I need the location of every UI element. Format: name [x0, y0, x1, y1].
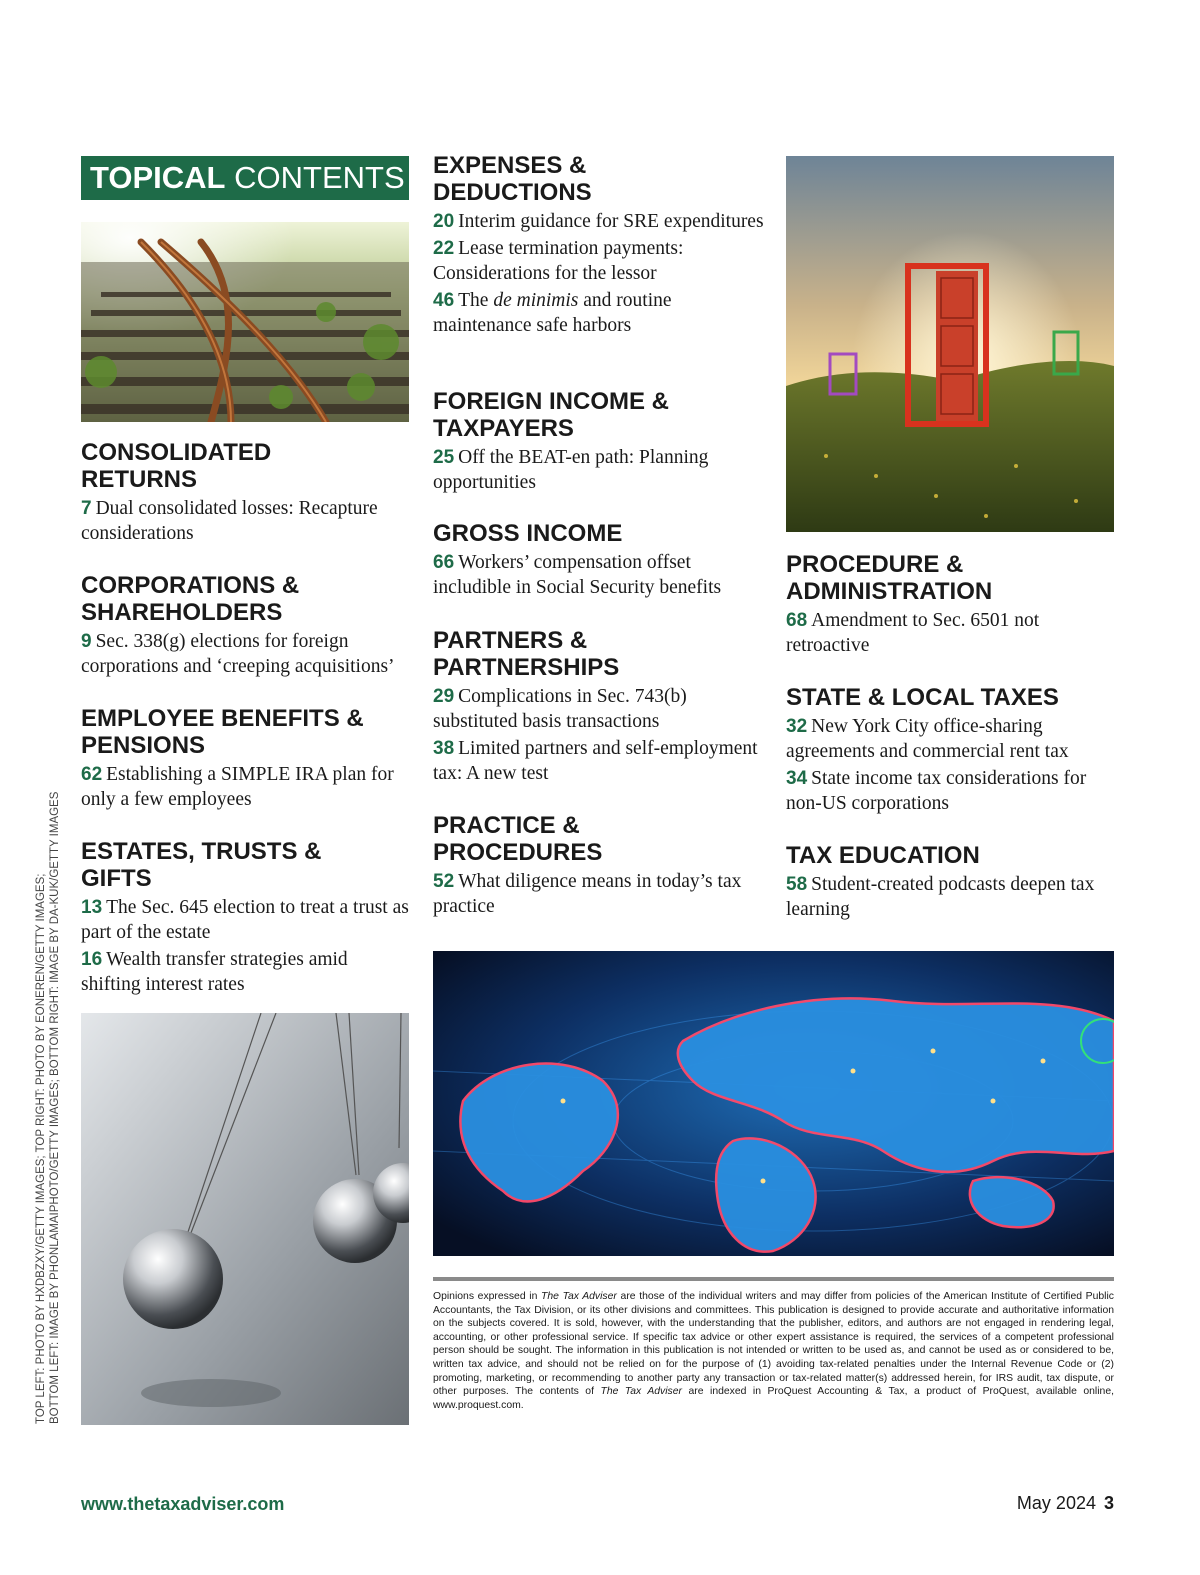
- section-title: CORPORATIONS & SHAREHOLDERS: [81, 572, 300, 626]
- entry-title: Amendment to Sec. 6501 not retroactive: [786, 610, 1040, 656]
- entry-title: Off the BEAT-en path: Planning opportunities: [433, 447, 709, 493]
- issue-date: May 2024: [1016, 1493, 1096, 1513]
- page-number: 34: [786, 768, 808, 789]
- page-number-footer: 3: [1103, 1493, 1114, 1513]
- page-number: 66: [433, 552, 455, 573]
- publication-name: The Tax Adviser: [541, 1291, 617, 1302]
- page-number: 25: [433, 447, 455, 468]
- section-partners-partnerships: [433, 627, 768, 788]
- toc-entry[interactable]: [81, 947, 411, 997]
- toc-entry[interactable]: [433, 869, 768, 919]
- section-state-local-taxes: [786, 684, 1116, 818]
- entry-title: Student-created podcasts deepen tax learning: [786, 874, 1095, 920]
- entry-title: Establishing a SIMPLE IRA plan for only a few employees: [81, 764, 394, 810]
- photo-credit-line: BOTTOM LEFT: IMAGE BY PHONLAMAIPHOTO/GETTY IMAGES; BOTTOM RIGHT: IMAGE BY DA-KUK/GETTY IMAGES: [49, 791, 61, 1424]
- entry-title: Interim guidance for SRE expenditures: [458, 211, 764, 232]
- toc-entry[interactable]: [786, 872, 1116, 922]
- toc-entry[interactable]: [81, 895, 411, 945]
- section-title: EXPENSES & DEDUCTIONS: [433, 152, 592, 206]
- toc-entry[interactable]: [786, 608, 1116, 658]
- section-corporations-shareholders: [81, 572, 411, 681]
- photo-credit-line: TOP LEFT: PHOTO BY HXDBZXY/GETTY IMAGES; TOP RIGHT: PHOTO BY EONEREN/GETTY IMAGES;: [35, 873, 47, 1424]
- section-gross-income: [433, 520, 768, 602]
- toc-entry[interactable]: [433, 550, 768, 600]
- toc-entry[interactable]: [433, 684, 768, 734]
- section-title: STATE & LOCAL TAXES: [786, 684, 1059, 711]
- section-title: EMPLOYEE BENEFITS & PENSIONS: [81, 705, 364, 759]
- page-number: 68: [786, 610, 808, 631]
- toc-entry[interactable]: [81, 496, 411, 546]
- section-foreign-income: [433, 388, 768, 497]
- toc-entry[interactable]: [433, 288, 768, 338]
- entry-title: State income tax considerations for non-US corporations: [786, 768, 1087, 814]
- toc-entry[interactable]: [81, 629, 411, 679]
- topical-contents-banner: [81, 156, 409, 200]
- page-number: 52: [433, 871, 455, 892]
- entry-title: Dual consolidated losses: Recapture considerations: [81, 498, 378, 544]
- section-practice-procedures: [433, 812, 768, 921]
- photo-credits: [34, 792, 62, 1424]
- section-employee-benefits: [81, 705, 411, 814]
- publication-name: The Tax Adviser: [600, 1386, 682, 1398]
- section-title: TAX EDUCATION: [786, 842, 980, 869]
- entry-title: Wealth transfer strategies amid shifting interest rates: [81, 949, 348, 995]
- toc-entry[interactable]: [786, 766, 1116, 816]
- railroad-tracks-photo: [81, 222, 409, 422]
- section-tax-education: [786, 842, 1116, 924]
- page-number: 58: [786, 874, 808, 895]
- entry-title: New York City office-sharing agreements and commercial rent tax: [786, 716, 1069, 762]
- page-number: 13: [81, 897, 103, 918]
- issue-date-page: [1017, 1493, 1114, 1514]
- page-number: 20: [433, 211, 455, 232]
- entry-title: Workers’ compensation offset includible in Social Security benefits: [433, 552, 722, 598]
- page-number: 9: [81, 631, 92, 652]
- toc-entry[interactable]: [433, 736, 768, 786]
- entry-title: The Sec. 645 election to treat a trust as part of the estate: [81, 897, 409, 943]
- section-title: CONSOLIDATED RETURNS: [81, 439, 272, 493]
- entry-title-pre: The: [458, 290, 494, 311]
- disclaimer-text: [433, 1277, 1114, 1412]
- website-link[interactable]: www.thetaxadviser.com: [81, 1494, 285, 1514]
- page-number: 29: [433, 686, 455, 707]
- disclaimer-part: Opinions expressed in: [433, 1291, 542, 1302]
- section-title: GROSS INCOME: [433, 520, 623, 547]
- entry-title-emphasis: de minimis: [493, 290, 579, 311]
- section-estates-trusts-gifts: [81, 838, 411, 999]
- section-title: PROCEDURE & ADMINISTRATION: [786, 551, 993, 605]
- entry-title: Complications in Sec. 743(b) substituted basis transactions: [433, 686, 687, 732]
- page-number: 38: [433, 738, 455, 759]
- banner-light: CONTENTS: [234, 160, 405, 195]
- section-title: PRACTICE & PROCEDURES: [433, 812, 603, 866]
- section-title: FOREIGN INCOME & TAXPAYERS: [433, 388, 670, 442]
- page-number: 22: [433, 238, 455, 259]
- entry-title: Sec. 338(g) elections for foreign corporations and ‘creeping acquisitions’: [81, 631, 395, 677]
- page-number: 62: [81, 764, 103, 785]
- page-number: 16: [81, 949, 103, 970]
- page-number: 46: [433, 290, 455, 311]
- section-title: ESTATES, TRUSTS & GIFTS: [81, 838, 322, 892]
- disclaimer-part: are indexed in ProQuest Accounting & Tax, a product of ProQuest, available online, www.proquest.com.: [433, 1386, 1114, 1411]
- toc-entry[interactable]: [81, 762, 411, 812]
- entry-title-post: and routine maintenance safe harbors: [433, 290, 672, 336]
- doors-in-field-photo: [786, 156, 1114, 532]
- page-number: 7: [81, 498, 92, 519]
- toc-entry[interactable]: [433, 209, 768, 234]
- disclaimer-part: are those of the individual writers and may differ from policies of the American Institute of Certified Public Accountants, the Tax Division, or its other divisions and committees. This publication is designed to provide accurate and authoritative information on the subjects covered. It is sold, however, with the understanding that the publisher, editors, and authors are not engaged in rendering legal, accounting, or other professional service. If specific tax advice or other expert assistance is required, the services of a competent professional person should be sought. The information in this publication is not intended or written to be used as, and cannot be used as or considered to be, written tax advice, and should not be relied on for the purpose of (1) avoiding tax-related penalties under the Internal Revenue Code or (2) promoting, marketing, or recommending to another party any transaction or tax-related matter(s) addressed herein, for IRS audit, tax dispute, or other purposes. The contents of: [433, 1291, 1114, 1398]
- section-expenses-deductions: [433, 152, 768, 340]
- entry-title: Lease termination payments: Considerations for the lessor: [433, 238, 684, 284]
- toc-entry[interactable]: [786, 714, 1116, 764]
- toc-entry[interactable]: [433, 236, 768, 286]
- banner-bold: TOPICAL: [90, 160, 226, 195]
- newtons-cradle-photo: [81, 1013, 409, 1425]
- section-title: PARTNERS & PARTNERSHIPS: [433, 627, 620, 681]
- toc-entry[interactable]: [433, 445, 768, 495]
- entry-title: Limited partners and self-employment tax: A new test: [433, 738, 758, 784]
- entry-title: What diligence means in today’s tax practice: [433, 871, 742, 917]
- section-consolidated-returns: [81, 439, 411, 548]
- section-procedure-administration: [786, 551, 1116, 660]
- digital-world-map-photo: [433, 951, 1114, 1256]
- page-number: 32: [786, 716, 808, 737]
